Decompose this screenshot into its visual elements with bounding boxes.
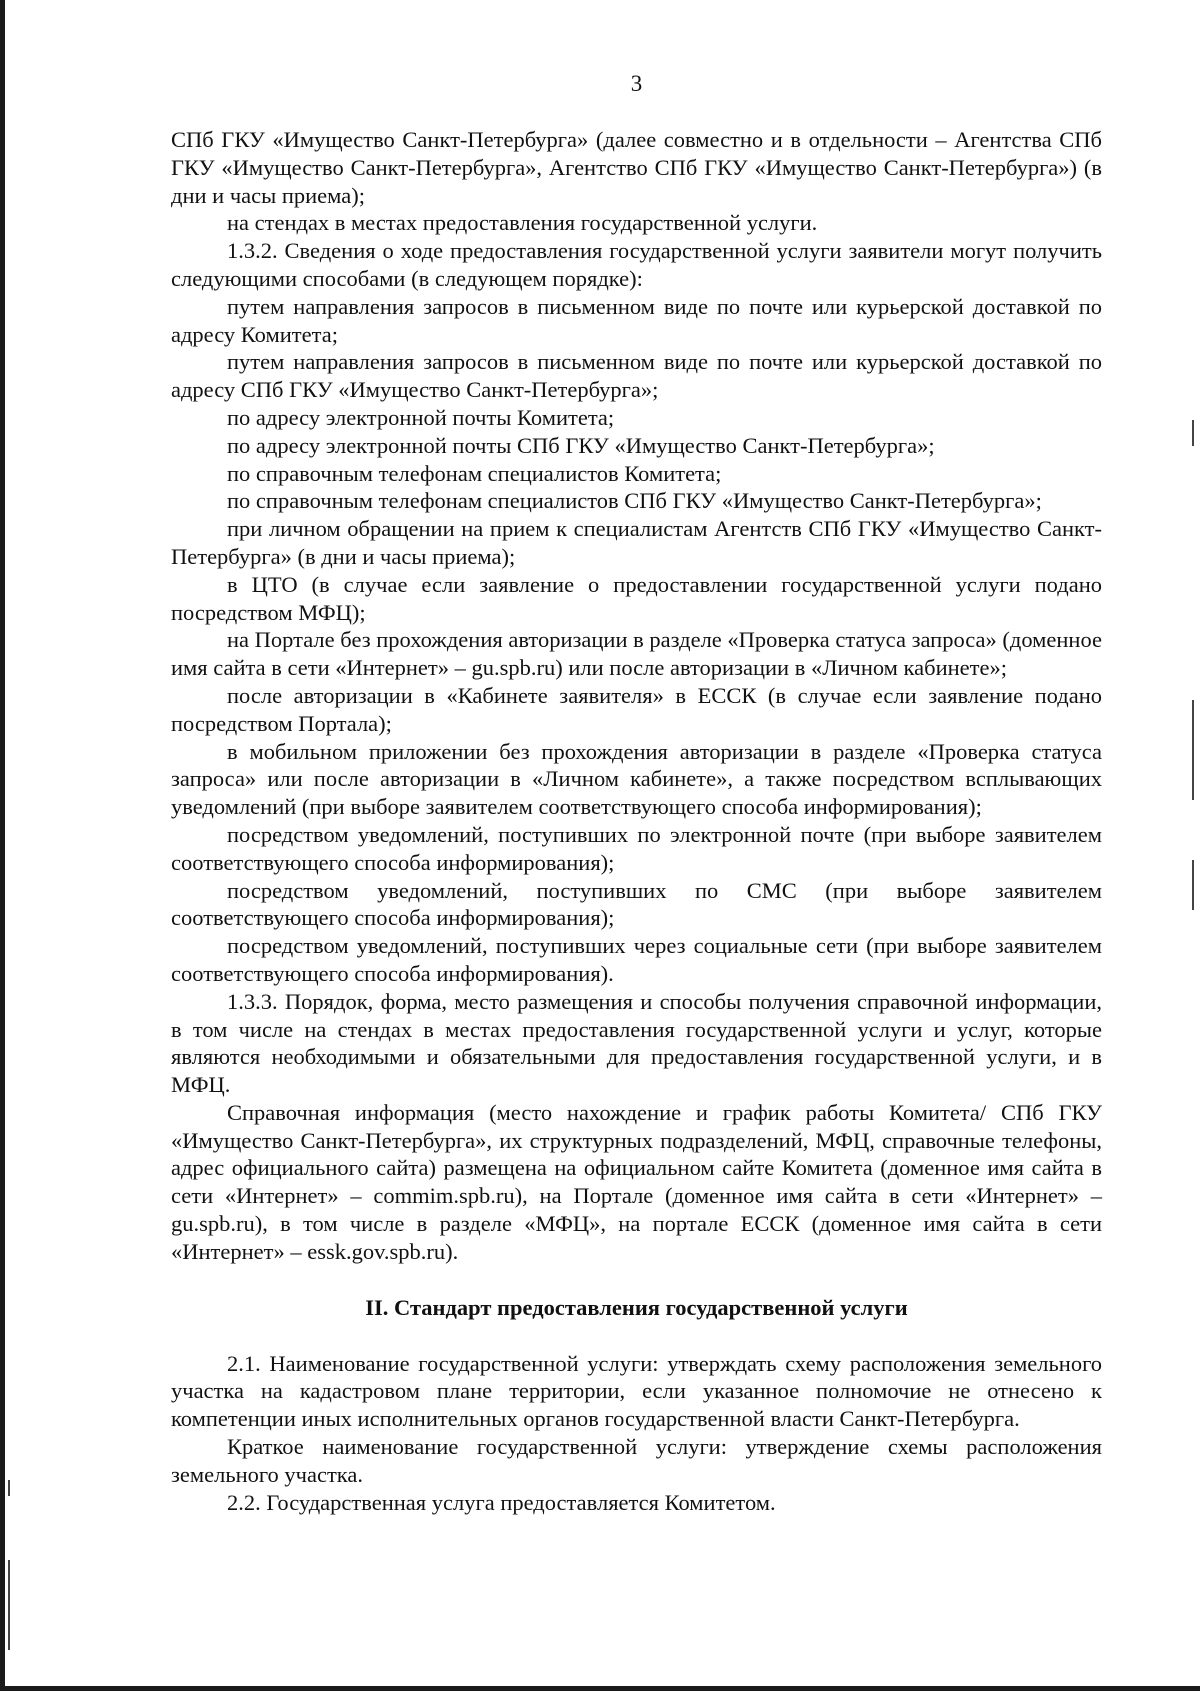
paragraph: посредством уведомлений, поступивших через социальные сети (при выборе заявителем соответствующего способа информирования). <box>171 933 1102 986</box>
paragraph: по справочным телефонам специалистов СПб ГКУ «Имущество Санкт-Петербурга»; <box>227 488 1042 514</box>
paragraph: Справочная информация (место нахождение и график работы Комитета/ СПб ГКУ «Имущество Санкт-Петербурга», их структурных подразделений, МФЦ, справочные телефоны, адрес официального сайта) размещена на официальном сайте Комитета (доменное имя сайта в сети «Интернет» – commim.spb.ru), на Портале (доменное имя сайта в сети «Интернет» – gu.spb.ru), в том числе в разделе «МФЦ», на портале ЕССК (доменное имя сайта в сети «Интернет» – essk.gov.spb.ru). <box>171 1099 1102 1264</box>
body-text-after-heading <box>171 1350 1102 1517</box>
paragraph: 2.2. Государственная услуга предоставляется Комитетом. <box>227 1489 776 1515</box>
paragraph: посредством уведомлений, поступивших по электронной почте (при выборе заявителем соответствующего способа информирования); <box>171 821 1102 875</box>
paragraph: 2.1. Наименование государственной услуги: утверждать схему расположения земельного участка на кадастровом плане территории, если указанное полномочие не отнесено к компетенции иных исполнительных органов государственной власти Санкт-Петербурга. <box>171 1350 1102 1432</box>
scan-bottom-edge <box>0 1686 1200 1691</box>
paragraph: по справочным телефонам специалистов Комитета; <box>227 460 722 486</box>
paragraph: по адресу электронной почты Комитета; <box>227 404 615 430</box>
paragraph: СПб ГКУ «Имущество Санкт-Петербурга» (далее совместно и в отдельности – Агентства СПб ГКУ «Имущество Санкт-Петербурга», Агентство СПб ГКУ «Имущество Санкт-Петербурга») (в дни и часы приема); <box>171 127 1102 208</box>
paragraph: при личном обращении на прием к специалистам Агентств СПб ГКУ «Имущество Санкт-Петербурга» (в дни и часы приема); <box>171 516 1102 569</box>
paragraph: на Портале без прохождения авторизации в разделе «Проверка статуса запроса» (доменное имя сайта в сети «Интернет» – gu.spb.ru) или после авторизации в «Личном кабинете»; <box>171 627 1102 681</box>
paragraph: 1.3.2. Сведения о ходе предоставления государственной услуги заявители могут получить следующими способами (в следующем порядке): <box>171 238 1102 291</box>
paragraph: в мобильном приложении без прохождения авторизации в разделе «Проверка статуса запроса» или после авторизации в «Личном кабинете», а также посредством всплывающих уведомлений (при выборе заявителем соответствующего способа информирования); <box>171 738 1102 820</box>
scan-left-edge <box>0 0 5 1691</box>
scan-mark-right-1 <box>1192 420 1194 446</box>
document-page <box>171 70 1102 1516</box>
paragraph: путем направления запросов в письменном виде по почте или курьерской доставкой по адресу СПб ГКУ «Имущество Санкт-Петербурга»; <box>171 349 1102 403</box>
paragraph: в ЦТО (в случае если заявление о предоставлении государственной услуги подано посредством МФЦ); <box>171 571 1102 625</box>
page-number: 3 <box>630 71 643 96</box>
paragraph: после авторизации в «Кабинете заявителя» в ЕССК (в случае если заявление подано посредством Портала); <box>171 682 1102 736</box>
scan-mark-right-3 <box>1192 860 1194 910</box>
paragraph: посредством уведомлений, поступивших по СМС (при выборе заявителем соответствующего способа информирования); <box>171 877 1102 931</box>
scan-mark-right-2 <box>1192 700 1194 800</box>
scan-mark-left-1 <box>8 1480 10 1496</box>
paragraph: Краткое наименование государственной услуги: утверждение схемы расположения земельного участка. <box>171 1434 1102 1487</box>
body-text-before-heading <box>171 126 1102 1266</box>
paragraph: по адресу электронной почты СПб ГКУ «Имущество Санкт-Петербурга»; <box>227 432 935 458</box>
paragraph: 1.3.3. Порядок, форма, место размещения и способы получения справочной информации, в том числе на стендах в местах предоставления государственной услуги и услуг, которые являются необходимыми и обязательными для предоставления государственной услуги, и в МФЦ. <box>171 988 1102 1098</box>
scan-mark-left-2 <box>8 1560 10 1650</box>
paragraph: путем направления запросов в письменном виде по почте или курьерской доставкой по адресу Комитета; <box>171 293 1102 347</box>
section-heading: II. Стандарт предоставления государственной услуги <box>365 1294 908 1320</box>
paragraph: на стендах в местах предоставления государственной услуги. <box>227 210 818 236</box>
